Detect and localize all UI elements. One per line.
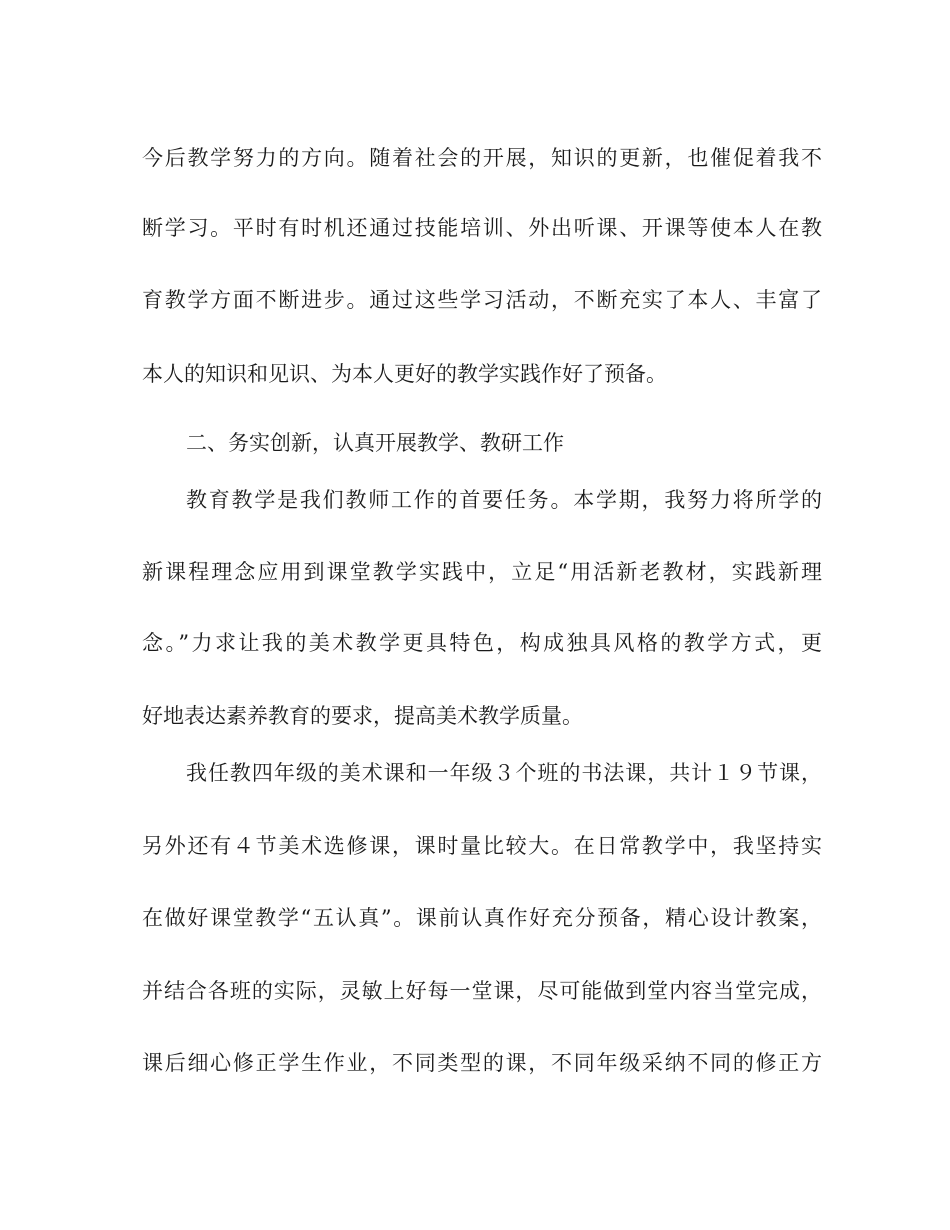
body-text-line: 好地表达素养教育的要求，提高美术教学质量。 <box>142 704 583 728</box>
body-text-line: 在做好课堂教学“五认真”。课前认真作好充分预备，精心设计教案， <box>142 906 822 930</box>
body-text-line: 本人的知识和见识、为本人更好的教学实践作好了预备。 <box>142 362 667 386</box>
body-text-line: 念。”力求让我的美术教学更具特色，构成独具风格的教学方式，更 <box>142 631 822 655</box>
body-text-line: 并结合各班的实际，灵敏上好每一堂课，尽可能做到堂内容当堂完成， <box>142 979 822 1003</box>
body-text-line: 断学习。平时有时机还通过技能培训、外出听课、开课等使本人在教 <box>142 216 822 240</box>
body-text-line: 今后教学努力的方向。随着社会的开展，知识的更新，也催促着我不 <box>142 146 822 170</box>
body-text-line: 我任教四年级的美术课和一年级３个班的书法课，共计１９节课， <box>186 761 822 785</box>
body-text-line: 育教学方面不断进步。通过这些学习活动，不断充实了本人、丰富了 <box>142 288 822 312</box>
section-heading: 二、务实创新，认真开展教学、教研工作 <box>186 431 564 455</box>
body-text-line: 新课程理念应用到课堂教学实践中，立足“用活新老教材，实践新理 <box>142 560 822 584</box>
body-text-line: 教育教学是我们教师工作的首要任务。本学期，我努力将所学的 <box>186 488 822 512</box>
body-text-line: 课后细心修正学生作业，不同类型的课，不同年级采纳不同的修正方 <box>142 1051 822 1075</box>
body-text-line: 另外还有４节美术选修课，课时量比较大。在日常教学中，我坚持实 <box>142 834 822 858</box>
